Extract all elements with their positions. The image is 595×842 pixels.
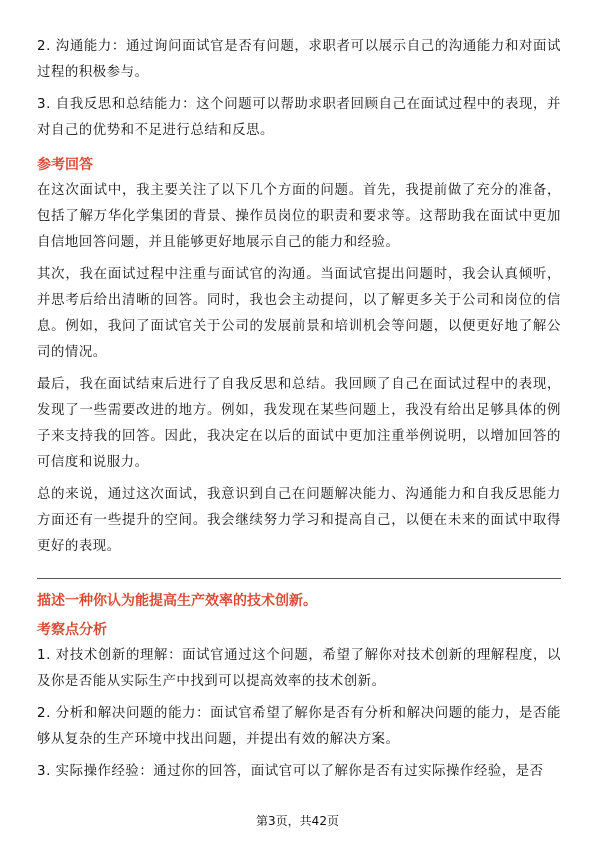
list-item: 2. 沟通能力：通过询问面试官是否有问题，求职者可以展示自己的沟通能力和对面试过程的积极参与。 <box>37 39 561 80</box>
list-item: 2. 分析和解决问题的能力：面试官希望了解你是否有分析和解决问题的能力，是否能够从复杂的生产环境中找出问题，并提出有效的解决方案。 <box>37 706 561 747</box>
section-divider <box>37 578 561 579</box>
page-number: 第3页，共42页 <box>256 814 339 828</box>
list-item: 3. 自我反思和总结能力：这个问题可以帮助求职者回顾自己在面试过程中的表现，并对自己的优势和不足进行总结和反思。 <box>37 97 561 138</box>
page-content <box>37 34 561 791</box>
list-item: 1. 对技术创新的理解：面试官通过这个问题，希望了解你对技术创新的理解程度，以及你是否能从实际生产中找到可以提高效率的技术创新。 <box>37 648 561 689</box>
answer-paragraph: 在这次面试中，我主要关注了以下几个方面的问题。首先，我提前做了充分的准备，包括了解万华化学集团的背景、操作员岗位的职责和要求等。这帮助我在面试中更加自信地回答问题，并且能够更好地展示自己的能力和经验。 <box>37 183 561 250</box>
question-title: 描述一种你认为能提高生产效率的技术创新。 <box>37 593 317 609</box>
answer-paragraph: 最后，我在面试结束后进行了自我反思和总结。我回顾了自己在面试过程中的表现，发现了一些需要改进的地方。例如，我发现在某些问题上，我没有给出足够具体的例子来支持我的回答。因此，我决定在以后的面试中更加注重举例说明，以增加回答的可信度和说服力。 <box>37 377 561 470</box>
analysis-heading: 考察点分析 <box>37 622 107 638</box>
reference-answer-heading: 参考回答 <box>37 157 93 173</box>
list-item: 3. 实际操作经验：通过你的回答，面试官可以了解你是否有过实际操作经验，是否 <box>37 764 544 779</box>
answer-paragraph: 总的来说，通过这次面试，我意识到自己在问题解决能力、沟通能力和自我反思能力方面还有一些提升的空间。我会继续努力学习和提高自己，以便在未来的面试中取得更好的表现。 <box>37 487 561 554</box>
answer-paragraph: 其次，我在面试过程中注重与面试官的沟通。当面试官提出问题时，我会认真倾听，并思考后给出清晰的回答。同时，我也会主动提问，以了解更多关于公司和岗位的信息。例如，我问了面试官关于公司的发展前景和培训机会等问题，以便更好地了解公司的情况。 <box>37 267 561 360</box>
